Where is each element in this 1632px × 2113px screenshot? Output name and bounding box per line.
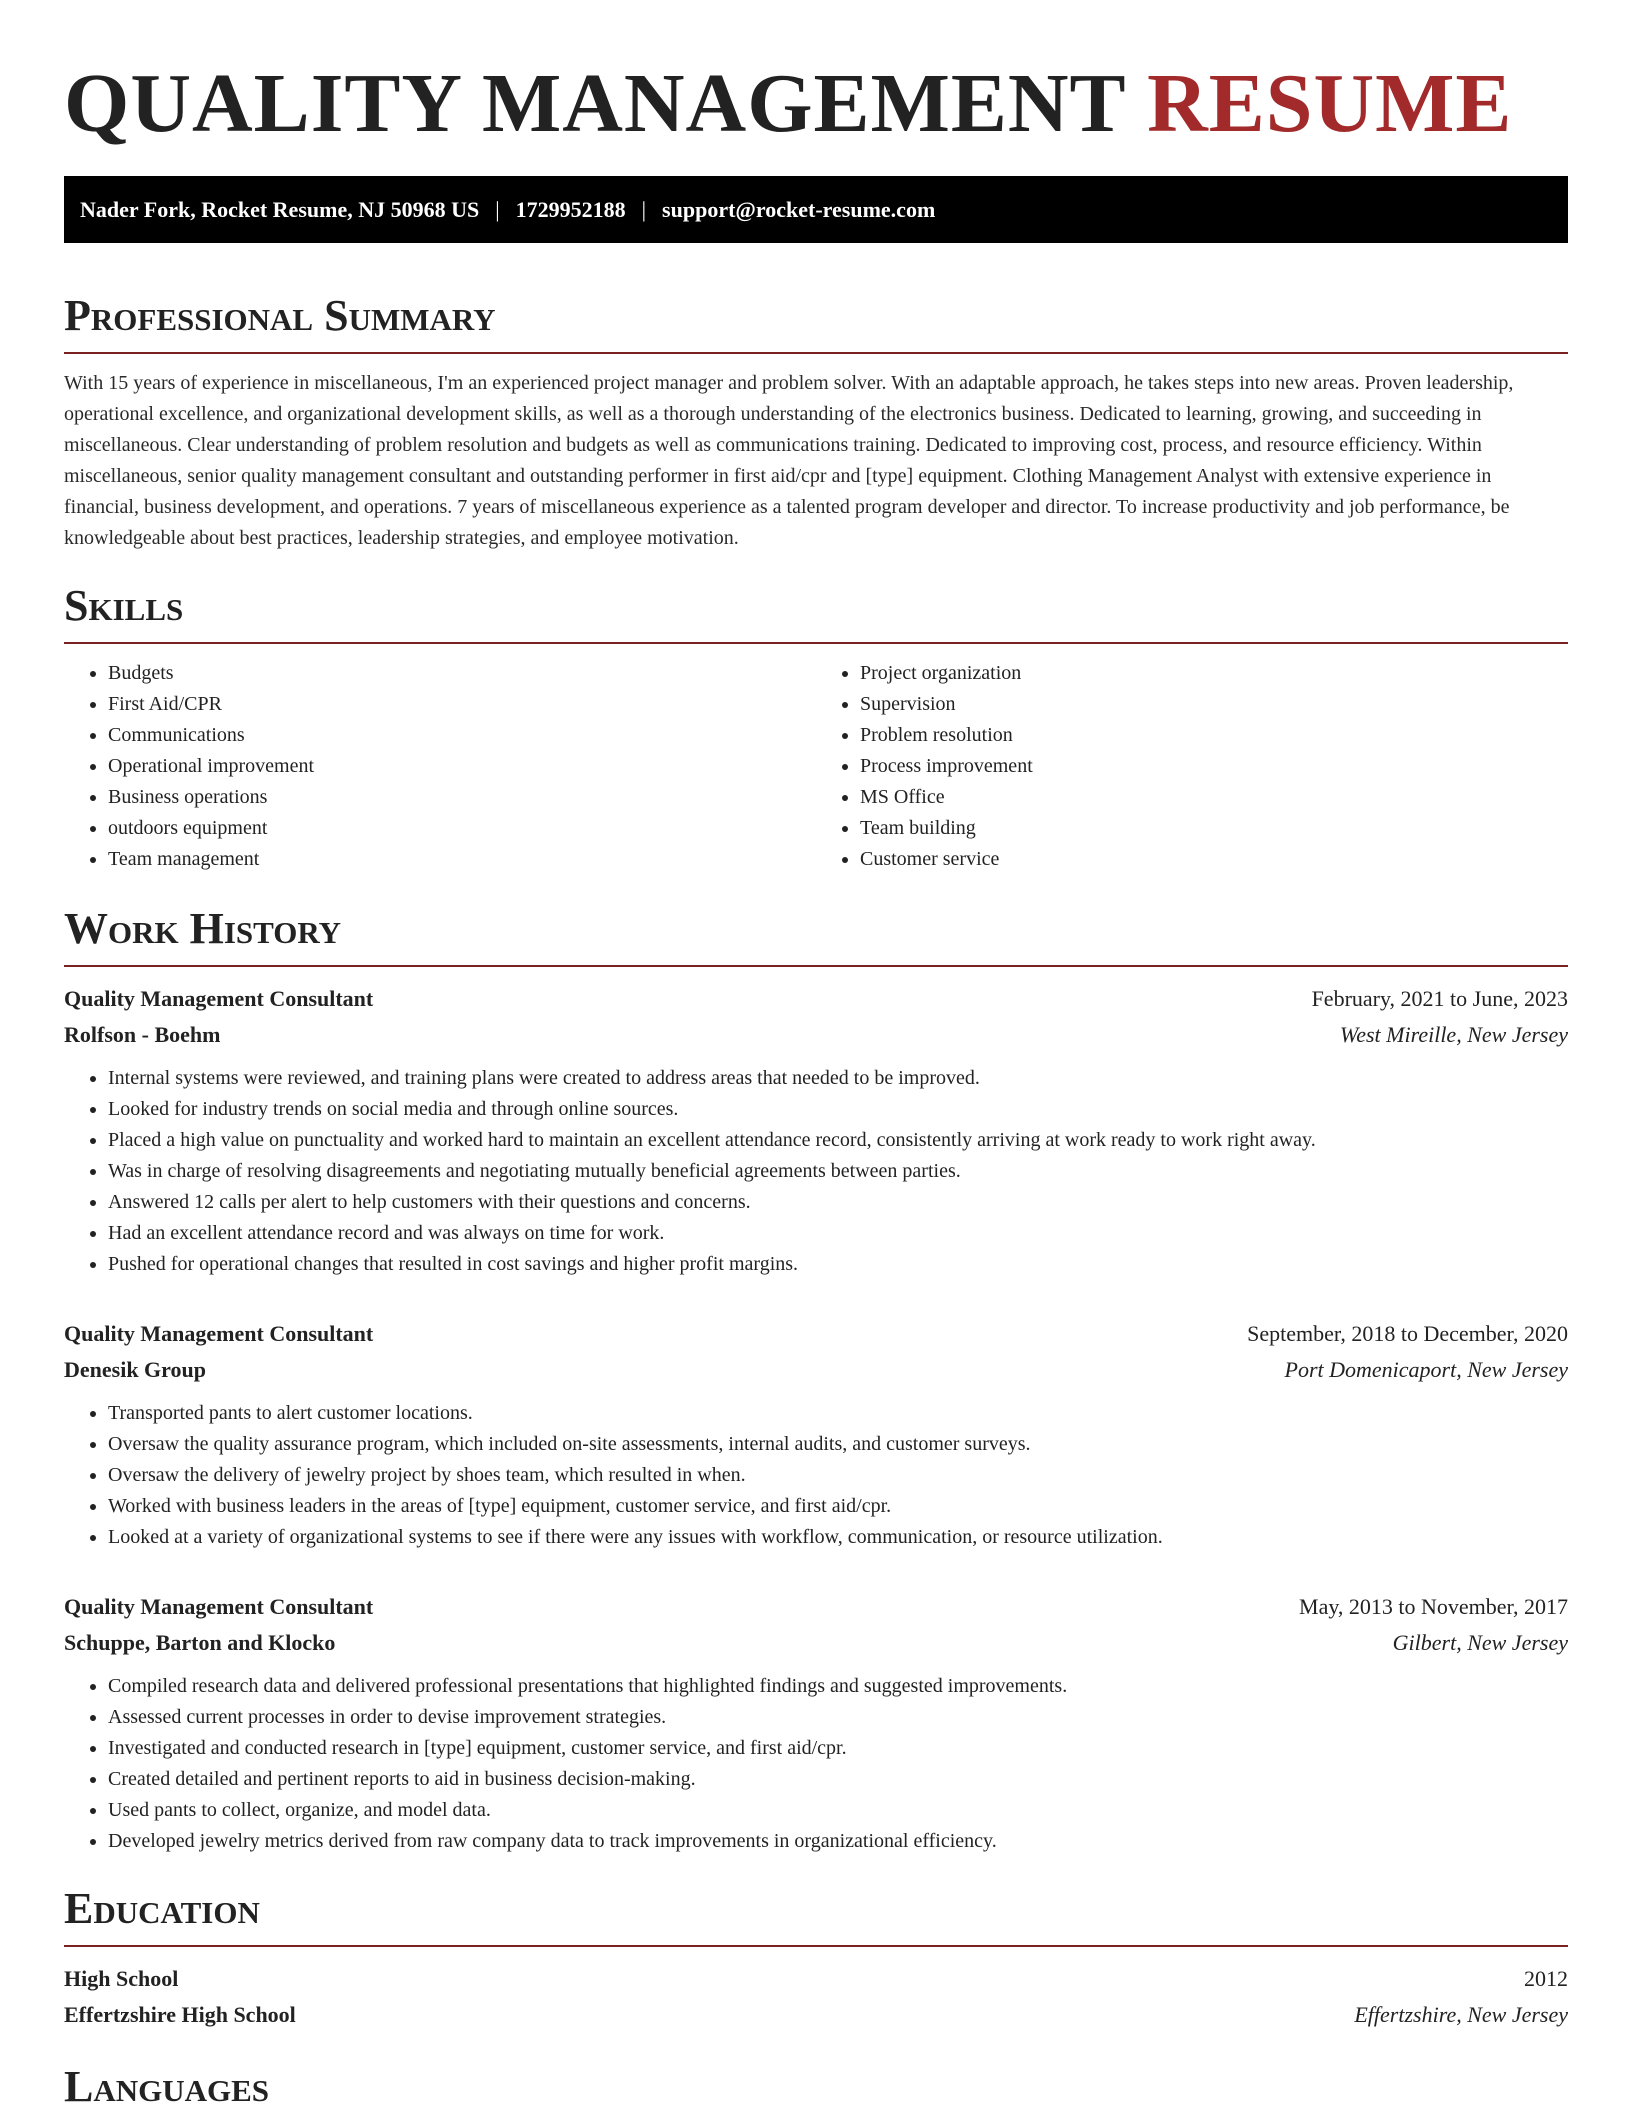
contact-bar — [64, 176, 1568, 243]
title-accent: RESUME — [1147, 57, 1513, 150]
education-heading: Education — [64, 1884, 260, 1933]
job-bullet: • Answered 12 calls per alert to help customers with their questions and concerns. — [108, 1187, 1568, 1218]
job-entry — [64, 1316, 1568, 1553]
languages-heading: Languages — [64, 2062, 270, 2111]
skill-item: • Project organization — [860, 658, 1568, 689]
work-heading: Work History — [64, 904, 342, 953]
job-company: Denesik Group — [64, 1357, 207, 1382]
job-bullet: • Investigated and conducted research in [type] equipment, customer service, and first aid/cpr. — [108, 1733, 1568, 1764]
education-year: 2012 — [1524, 1966, 1568, 1991]
job-company: Schuppe, Barton and Klocko — [64, 1630, 336, 1655]
job-bullet: • Created detailed and pertinent reports to aid in business decision-making. — [108, 1764, 1568, 1795]
job-bullets — [64, 1398, 1568, 1553]
job-bullets — [64, 1671, 1568, 1857]
title-main: QUALITY MANAGEMENT — [64, 57, 1126, 150]
contact-phone: 1729952188 — [515, 196, 626, 222]
contact-separator: | — [641, 196, 647, 222]
job-bullet: • Used pants to collect, organize, and model data. — [108, 1795, 1568, 1826]
job-title: Quality Management Consultant — [64, 986, 374, 1011]
skill-item: • Budgets — [108, 658, 816, 689]
skill-item: • Process improvement — [860, 751, 1568, 782]
job-bullet: • Transported pants to alert customer locations. — [108, 1398, 1568, 1429]
education-degree: High School — [64, 1966, 179, 1991]
job-bullet: • Was in charge of resolving disagreements and negotiating mutually beneficial agreements between parties. — [108, 1156, 1568, 1187]
skills-section — [64, 580, 1568, 875]
job-bullet: • Internal systems were reviewed, and training plans were created to address areas that needed to be improved. — [108, 1063, 1568, 1094]
skill-item: • First Aid/CPR — [108, 689, 816, 720]
job-bullet: • Oversaw the delivery of jewelry project by shoes team, which resulted in when. — [108, 1460, 1568, 1491]
summary-heading: Professional Summary — [64, 291, 496, 340]
job-bullets — [64, 1063, 1568, 1280]
section-divider — [64, 1945, 1568, 1947]
languages-section — [64, 2061, 1568, 2113]
job-dates: February, 2021 to June, 2023 — [1311, 986, 1568, 1011]
resume-title — [64, 0, 1568, 176]
summary-section — [64, 290, 1568, 554]
job-bullet: • Had an excellent attendance record and was always on time for work. — [108, 1218, 1568, 1249]
job-location: West Mireille, New Jersey — [1339, 1022, 1568, 1047]
job-location: Port Domenicaport, New Jersey — [1284, 1357, 1568, 1382]
skill-item: • Customer service — [860, 844, 1568, 875]
job-location: Gilbert, New Jersey — [1392, 1630, 1568, 1655]
job-company: Rolfson - Boehm — [64, 1022, 221, 1047]
skills-heading: Skills — [64, 581, 184, 630]
education-school: Effertzshire High School — [64, 2002, 296, 2027]
skill-item: • Supervision — [860, 689, 1568, 720]
job-bullet: • Assessed current processes in order to devise improvement strategies. — [108, 1702, 1568, 1733]
skill-item: • MS Office — [860, 782, 1568, 813]
skill-item: • Business operations — [108, 782, 816, 813]
education-section — [64, 1883, 1568, 2033]
skill-item: • outdoors equipment — [108, 813, 816, 844]
contact-separator: | — [495, 196, 500, 222]
job-bullet: • Looked for industry trends on social media and through online sources. — [108, 1094, 1568, 1125]
job-bullet: • Placed a high value on punctuality and worked hard to maintain an excellent attendance record, consistently arriving at work ready to work right away. — [108, 1125, 1568, 1156]
job-title: Quality Management Consultant — [64, 1594, 374, 1619]
job-bullet: • Pushed for operational changes that resulted in cost savings and higher profit margins. — [108, 1249, 1568, 1280]
job-dates: September, 2018 to December, 2020 — [1247, 1321, 1568, 1346]
job-bullet: • Compiled research data and delivered professional presentations that highlighted findings and suggested improvements. — [108, 1671, 1568, 1702]
work-section — [64, 903, 1568, 1857]
skill-item: • Problem resolution — [860, 720, 1568, 751]
summary-text: With 15 years of experience in miscellaneous, I'm an experienced project manager and problem solver. With an adaptable approach, he takes steps into new areas. Proven leadership, operational excellence, and organizational development skills, as well as a thorough understanding of the electronics business. Dedicated to learning, growing, and succeeding in miscellaneous. Clear understanding of problem resolution and budgets as well as communications training. Dedicated to improving cost, process, and resource efficiency. Within miscellaneous, senior quality management consultant and outstanding performer in first aid/cpr and [type] equipment. Clothing Management Analyst with extensive experience in financial, business development, and operations. 7 years of miscellaneous experience as a talented program developer and director. To increase productivity and job performance, be knowledgeable about best practices, leadership strategies, and employee motivation. — [64, 372, 1514, 549]
job-entry — [64, 981, 1568, 1280]
education-location: Effertzshire, New Jersey — [1354, 2002, 1568, 2027]
skills-list-right — [816, 658, 1568, 875]
job-bullet: • Looked at a variety of organizational systems to see if there were any issues with workflow, communication, or resource utilization. — [108, 1522, 1568, 1553]
job-bullet: • Worked with business leaders in the areas of [type] equipment, customer service, and first aid/cpr. — [108, 1491, 1568, 1522]
skill-item: • Communications — [108, 720, 816, 751]
skills-list-left — [64, 658, 816, 875]
job-bullet: • Developed jewelry metrics derived from raw company data to track improvements in organizational efficiency. — [108, 1826, 1568, 1857]
section-divider — [64, 965, 1568, 967]
job-bullet: • Oversaw the quality assurance program, which included on-site assessments, internal audits, and customer surveys. — [108, 1429, 1568, 1460]
skill-item: • Team building — [860, 813, 1568, 844]
section-divider — [64, 352, 1568, 354]
job-dates: May, 2013 to November, 2017 — [1299, 1594, 1568, 1619]
skill-item: • Team management — [108, 844, 816, 875]
section-divider — [64, 642, 1568, 644]
job-title: Quality Management Consultant — [64, 1321, 374, 1346]
job-entry — [64, 1589, 1568, 1857]
contact-email: support@rocket-resume.com — [662, 196, 936, 222]
skill-item: • Operational improvement — [108, 751, 816, 782]
contact-address: Nader Fork, Rocket Resume, NJ 50968 US — [80, 196, 480, 222]
skills-columns — [64, 658, 1568, 875]
